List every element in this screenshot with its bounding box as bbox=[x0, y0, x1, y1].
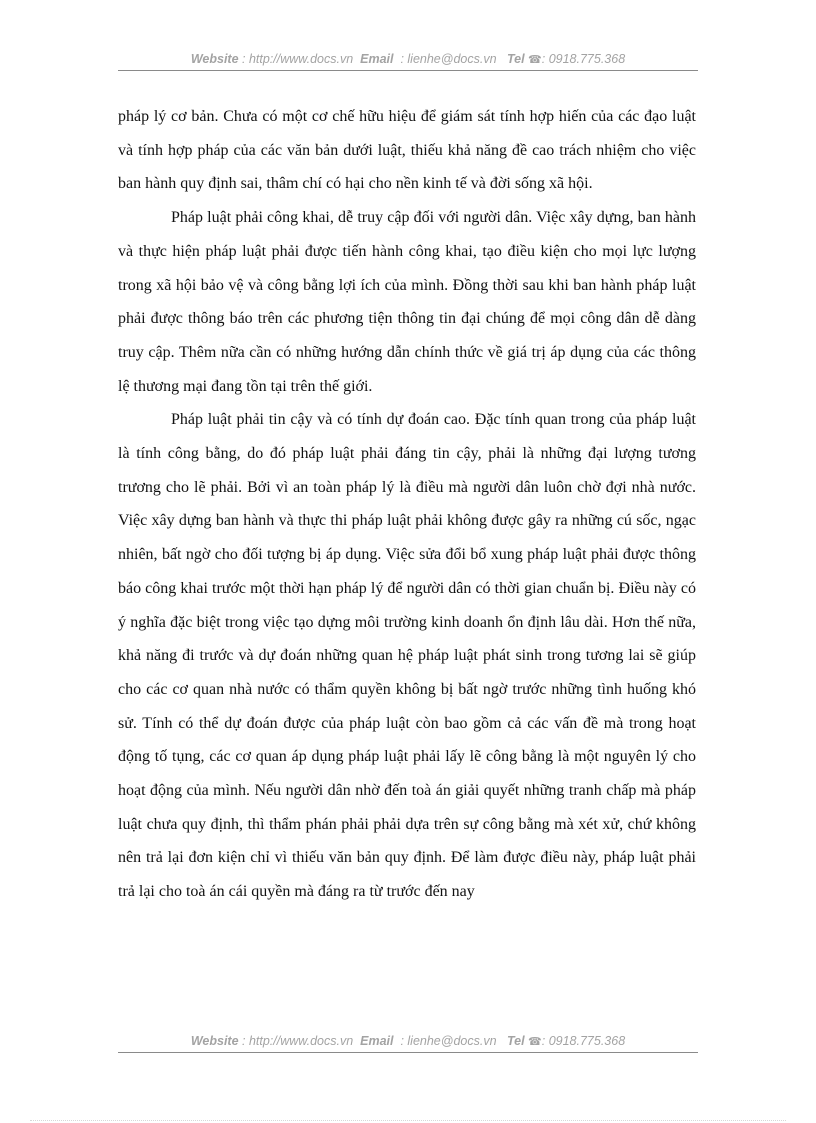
header-email-value: : lienhe@docs.vn bbox=[400, 52, 497, 66]
paragraph-1: pháp lý cơ bản. Chưa có một cơ chế hữu hiệu để giám sát tính hợp hiến của các đạo luật và tính hợp pháp của các văn bản dưới luật, thiếu khả năng đề cao trách nhiệm cho việc ban hành quy định sai, thâm chí có hại cho nền kinh tế và đời sống xã hội. bbox=[118, 108, 696, 193]
header-website-url: : http://www.docs.vn bbox=[242, 52, 354, 66]
header-email-label: Email bbox=[360, 52, 394, 66]
footer-website-label: Website bbox=[190, 1034, 239, 1048]
paragraph-3: Pháp luật phải tin cậy và có tính dự đoán cao. Đặc tính quan trong của pháp luật là tính công bằng, do đó pháp luật phải đáng tin cậy, phải là những đại lượng tương trương cho lẽ phải. Bởi vì an toàn pháp lý là điều mà người dân luôn chờ đợi nhà nước. Việc xây dựng ban hành và thực thi pháp luật phải không được gây ra những cú sốc, ngạc nhiên, bất ngờ cho đối tượng bị áp dụng. Việc sửa đổi bổ xung pháp luật phải được thông báo công khai trước một thời hạn pháp lý để người dân có thời gian chuẩn bị. Điều này có ý nghĩa đặc biệt trong việc tạo dựng môi trường kinh doanh ổn định lâu dài. Hơn thế nữa, khả năng đi trước và dự đoán những quan hệ pháp luật phát sinh trong tương lai sẽ giúp cho các cơ quan nhà nước có thẩm quyền không bị bất ngờ trước những tình huống khó sử. Tính có thể dự đoán được của pháp luật còn bao gồm cả các vấn đề mà trong hoạt động tố tụng, các cơ quan áp dụng pháp luật phải lấy lẽ công bằng là một nguyên lý cho hoạt động của mình. Nếu người dân nhờ đến toà án giải quyết những tranh chấp mà pháp luật chưa quy định, thì thẩm phán phải phải dựa trên sự công bằng mà xét xử, chứ không nên trả lại đơn kiện chỉ vì thiếu văn bản quy định. Để làm được điều này, pháp luật phải trả lại cho toà án cái quyền mà đáng ra từ trước đến nay bbox=[118, 411, 696, 901]
phone-icon: ☎ bbox=[528, 54, 542, 66]
footer-email-value: : lienhe@docs.vn bbox=[400, 1034, 497, 1048]
header-website-label: Website bbox=[190, 52, 239, 66]
footer-rule bbox=[118, 1052, 698, 1053]
footer-email-label: Email bbox=[360, 1034, 394, 1048]
phone-icon: ☎ bbox=[528, 1036, 542, 1048]
footer-tel-value: : 0918.775.368 bbox=[541, 1034, 626, 1048]
page-header bbox=[118, 52, 698, 66]
header-tel-label: Tel bbox=[506, 52, 525, 66]
document-body bbox=[118, 100, 696, 909]
header-tel-value: : 0918.775.368 bbox=[541, 52, 626, 66]
header-rule bbox=[118, 70, 698, 71]
footer-tel-label: Tel bbox=[506, 1034, 525, 1048]
page-footer bbox=[118, 1034, 698, 1048]
page-bottom-divider bbox=[30, 1120, 786, 1121]
footer-website-url: : http://www.docs.vn bbox=[242, 1034, 354, 1048]
paragraph-2: Pháp luật phải công khai, dễ truy cập đối với người dân. Việc xây dựng, ban hành và thực hiện pháp luật phải được tiến hành công khai, tạo điều kiện cho mọi lực lượng trong xã hội bảo vệ và công bằng lợi ích của mình. Đồng thời sau khi ban hành pháp luật phải được thông báo trên các phương tiện thông tin đại chúng để mọi công dân dễ dàng truy cập. Thêm nữa cần có những hướng dẫn chính thức về giá trị áp dụng của các thông lệ thương mại đang tồn tại trên thế giới. bbox=[118, 209, 696, 395]
